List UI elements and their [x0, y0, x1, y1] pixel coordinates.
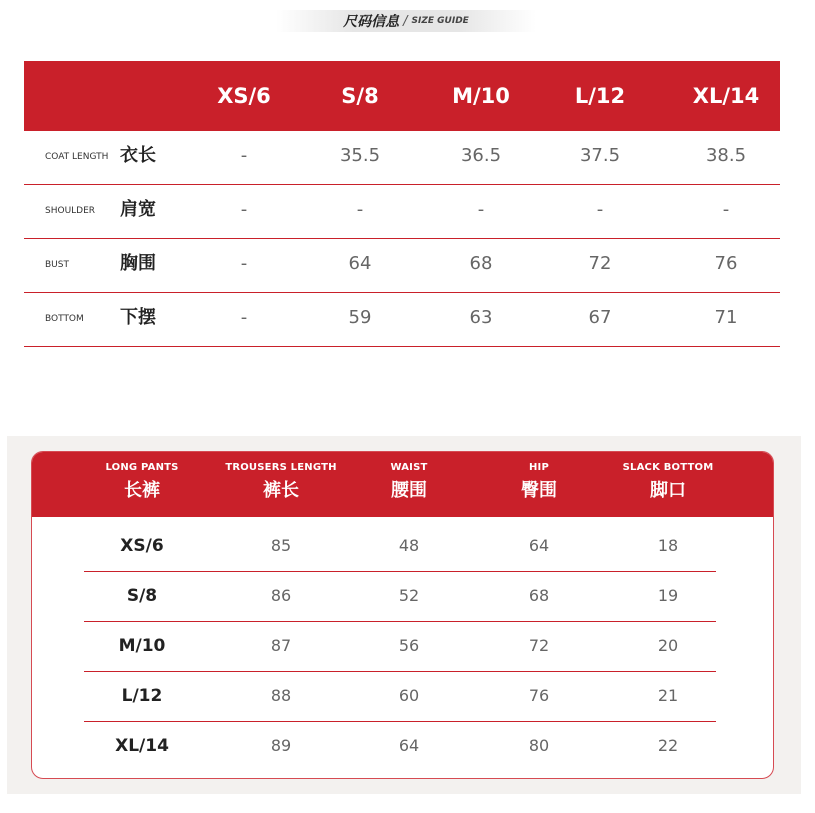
table-cell: 72 — [588, 253, 612, 274]
table-cell: 56 — [398, 636, 420, 655]
table-cell: 59 — [348, 307, 372, 328]
table-cell: 68 — [469, 253, 493, 274]
table-cell: 89 — [270, 736, 292, 755]
table-cell: 52 — [398, 586, 420, 605]
col-header-cn: 臀围 — [521, 480, 557, 501]
size-guide-header — [276, 10, 536, 32]
col-header-cn: 裤长 — [263, 480, 299, 501]
row-label-en: COAT LENGTH — [45, 152, 109, 162]
header-title-en: SIZE GUIDE — [411, 16, 469, 26]
header-slash: / — [403, 13, 408, 29]
size-label: S/8 — [126, 586, 158, 606]
table-cell: 86 — [270, 586, 292, 605]
table-cell: 21 — [657, 686, 679, 705]
row-label-en: SHOULDER — [45, 206, 96, 216]
table-cell: 64 — [528, 536, 550, 555]
table-row — [84, 621, 716, 672]
size-header-xs: XS/6 — [217, 84, 271, 108]
size-label: M/10 — [118, 636, 166, 656]
table-cell: 76 — [714, 253, 738, 274]
table-cell: 64 — [398, 736, 420, 755]
row-label-cn: 肩宽 — [120, 199, 156, 220]
table-cell: 64 — [348, 253, 372, 274]
size-header-xl: XL/14 — [692, 84, 760, 108]
col-header-long-pants — [72, 462, 212, 502]
top-table-header — [24, 61, 780, 131]
row-label-cn: 衣长 — [120, 145, 156, 166]
table-row — [24, 131, 780, 185]
table-row — [84, 521, 716, 572]
table-cell: 18 — [657, 536, 679, 555]
row-label-cn: 胸围 — [120, 253, 156, 274]
table-row — [24, 239, 780, 293]
table-cell: 85 — [270, 536, 292, 555]
table-cell: 36.5 — [460, 145, 502, 166]
table-cell: 60 — [398, 686, 420, 705]
col-header-hip — [469, 462, 609, 502]
row-label-en: BUST — [45, 260, 69, 270]
table-cell: 87 — [270, 636, 292, 655]
col-header-cn: 长裤 — [124, 480, 160, 501]
col-header-slack-bottom — [598, 462, 738, 502]
col-header-cn: 脚口 — [650, 480, 686, 501]
table-cell: 88 — [270, 686, 292, 705]
col-header-en: HIP — [528, 462, 550, 473]
col-header-en: TROUSERS LENGTH — [225, 462, 337, 473]
table-cell: 72 — [528, 636, 550, 655]
table-row — [84, 721, 716, 771]
table-cell: 20 — [657, 636, 679, 655]
col-header-en: SLACK BOTTOM — [622, 462, 714, 473]
table-row — [84, 671, 716, 722]
table-cell: 80 — [528, 736, 550, 755]
top-size-table — [24, 61, 780, 347]
table-cell: 35.5 — [339, 145, 381, 166]
col-header-en: WAIST — [390, 462, 428, 473]
size-label: L/12 — [121, 686, 163, 706]
table-row — [24, 293, 780, 347]
table-row — [84, 571, 716, 622]
table-cell: 37.5 — [579, 145, 621, 166]
size-header-m: M/10 — [452, 84, 510, 108]
pants-table-header — [32, 452, 773, 517]
table-cell: 48 — [398, 536, 420, 555]
size-label: XS/6 — [120, 536, 164, 556]
header-title-cn: 尺码信息 — [343, 14, 400, 30]
col-header-en: LONG PANTS — [105, 462, 179, 473]
size-header-l: L/12 — [574, 84, 626, 108]
table-cell: 68 — [528, 586, 550, 605]
table-cell: - — [477, 199, 485, 220]
table-cell: - — [240, 199, 248, 220]
table-cell: - — [240, 145, 248, 166]
row-label-cn: 下摆 — [120, 307, 156, 328]
table-cell: 19 — [657, 586, 679, 605]
col-header-trousers-length — [211, 462, 351, 502]
size-header-s: S/8 — [341, 84, 379, 108]
size-label: XL/14 — [115, 736, 169, 756]
table-cell: 76 — [528, 686, 550, 705]
table-cell: - — [240, 253, 248, 274]
col-header-cn: 腰围 — [391, 480, 427, 501]
table-cell: 63 — [469, 307, 493, 328]
pants-size-table — [31, 451, 774, 779]
table-cell: 38.5 — [705, 145, 747, 166]
table-cell: - — [596, 199, 604, 220]
table-cell: - — [722, 199, 730, 220]
table-row — [24, 185, 780, 239]
pants-section — [7, 436, 801, 794]
table-cell: - — [240, 307, 248, 328]
table-cell: - — [356, 199, 364, 220]
col-header-waist — [339, 462, 479, 502]
table-cell: 22 — [657, 736, 679, 755]
table-cell: 71 — [714, 307, 738, 328]
row-label-en: BOTTOM — [45, 314, 84, 324]
table-cell: 67 — [588, 307, 612, 328]
